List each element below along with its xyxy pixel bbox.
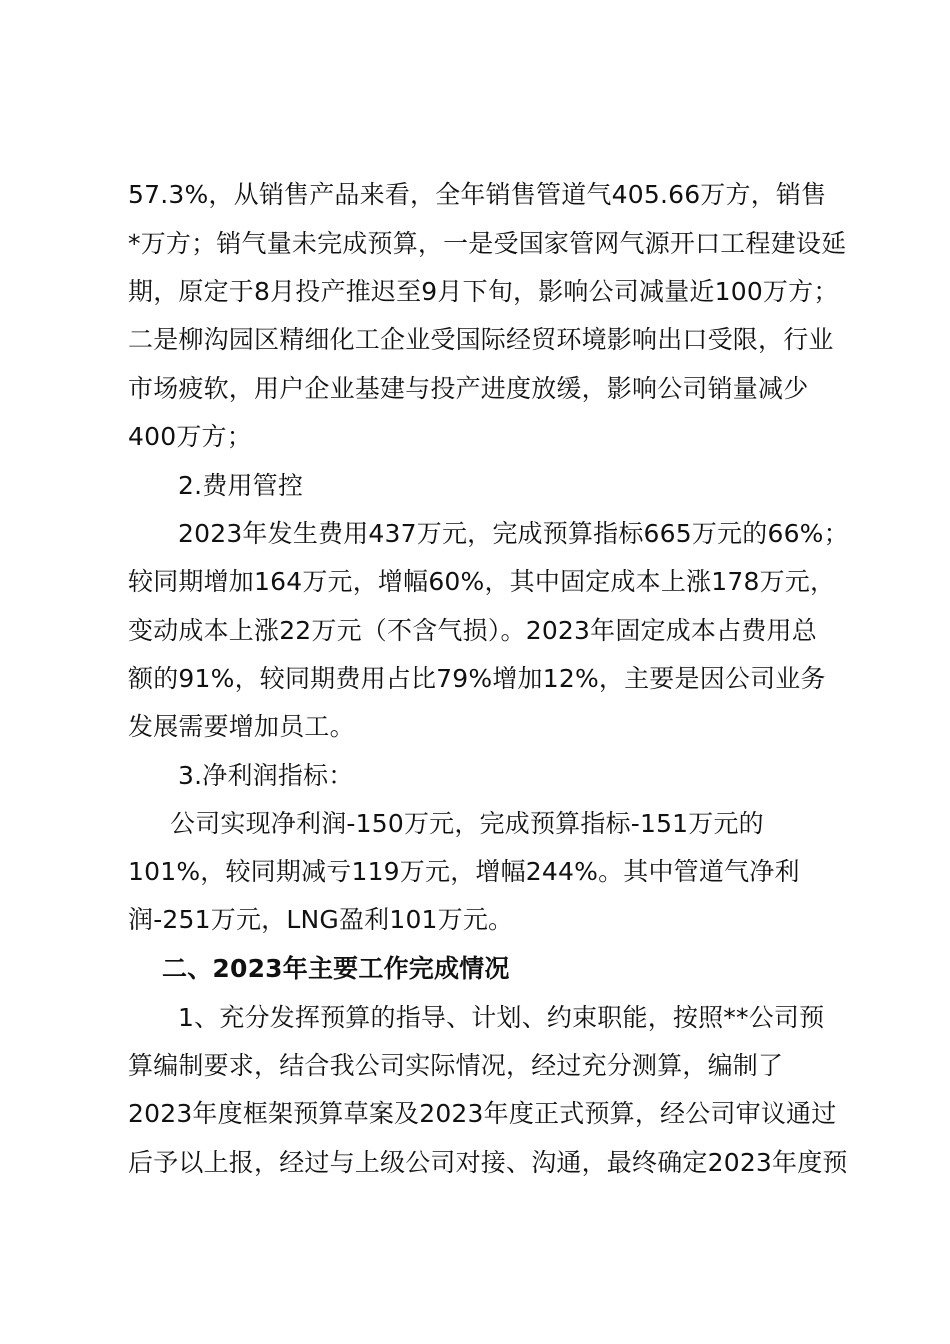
paragraph-line: 算编制要求，结合我公司实际情况，经过充分测算，编制了 [128, 1051, 784, 1080]
paragraph-line: 额的91%，较同期费用占比79%增加12%，主要是因公司业务 [128, 664, 826, 693]
paragraph-line: 101%，较同期减亏119万元，增幅244%。其中管道气净利 [128, 857, 800, 886]
paragraph-line: 57.3%，从销售产品来看，全年销售管道气405.66万方，销售 [128, 180, 827, 209]
paragraph-line: 市场疲软，用户企业基建与投产进度放缓，影响公司销量减少 [128, 374, 809, 403]
paragraph-line: 二是柳沟园区精细化工企业受国际经贸环境影响出口受限，行业 [128, 325, 834, 354]
paragraph-line: 400万方； [128, 422, 252, 451]
paragraph-line: 1、充分发挥预算的指导、计划、约束职能，按照**公司预 [178, 1003, 825, 1032]
section-heading: 二、2023年主要工作完成情况 [162, 954, 510, 983]
paragraph-line: 期，原定于8月投产推迟至9月下旬，影响公司减量近100万方； [128, 277, 839, 306]
paragraph-line: 2023年发生费用437万元，完成预算指标665万元的66%； [178, 519, 849, 548]
paragraph-line: 公司实现净利润-150万元，完成预算指标-151万元的 [170, 809, 764, 838]
paragraph-line: 后予以上报，经过与上级公司对接、沟通，最终确定2023年度预 [128, 1148, 848, 1177]
paragraph-line: 2023年度框架预算草案及2023年度正式预算，经公司审议通过 [128, 1099, 837, 1128]
paragraph-line: 较同期增加164万元，增幅60%，其中固定成本上涨178万元， [128, 567, 836, 596]
paragraph-line: 发展需要增加员工。 [128, 712, 355, 741]
section-subheading: 2.费用管控 [178, 471, 304, 500]
paragraph-line: 变动成本上涨22万元（不含气损）。2023年固定成本占费用总 [128, 616, 817, 645]
paragraph-line: 润-251万元，LNG盈利101万元。 [128, 905, 514, 934]
section-subheading: 3.净利润指标： [178, 761, 354, 790]
paragraph-line: *万方；销气量未完成预算，一是受国家管网气源开口工程建设延 [128, 229, 847, 258]
